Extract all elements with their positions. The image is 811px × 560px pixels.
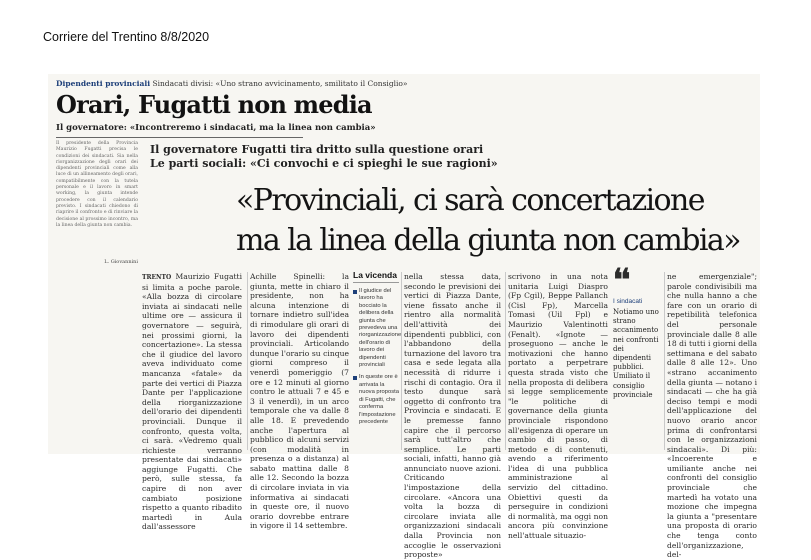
previous-article-column <box>56 141 138 267</box>
sidebar-item <box>353 374 399 426</box>
pull-quote <box>613 263 661 399</box>
square-bullet-icon <box>353 290 357 294</box>
kicker-text: Sindacati divisi: «Uno strano avvicinamento, smilitato il Consiglio» <box>152 79 408 88</box>
sidebar-item-text: In queste ore è arrivata la nuova proposta di Fugatti, che conferma l'impostazione precedente <box>359 374 399 425</box>
column-divider <box>505 272 506 450</box>
dateline: TRENTO <box>142 274 172 281</box>
previous-article-kicker <box>56 79 408 88</box>
sidebar-item <box>353 288 402 369</box>
quote-label: I sindacati <box>613 298 643 305</box>
article-column-4 <box>508 272 608 541</box>
square-bullet-icon <box>353 376 357 380</box>
column-divider <box>247 272 248 450</box>
sidebar-title: La vicenda <box>353 270 399 283</box>
kicker-section: Dipendenti provinciali <box>56 79 151 88</box>
subhead-line-1: Il governatore Fugatti tira dritto sulla questione orari <box>150 143 484 156</box>
divider <box>56 137 303 138</box>
column-text: Maurizio Fugatti si limita a poche parole. «Alla bozza di circolare inviata ai sindacati nelle ultime ore — assicura il governatore — seguirà, nei prossimi giorni, la concertazione». La stessa che il giudice del lavoro aveva individuato come mancanza «fatale» da parte dei vertici di Piazza Dante per l'applicazione della riorganizzazione dell'orario dei dipendenti provinciali. Dunque il confronto, questa volta, ci sarà. «Vedremo quali richieste verranno presentate dai sindacati» aggiunge Fugatti. Che però, sulle stessa, fa capire di non aver cambiato posizione rispetto a quanto ribadito martedì in Aula dall'assessore <box>142 272 242 532</box>
sidebar-item-text: Il giudice del lavoro ha bocciato la delibera della giunta che prevedeva una riorganizzazione dell'orario di lavoro dei dipendenti provinciali <box>359 288 402 369</box>
subhead-line-2: Le parti sociali: «Ci convochi e ci spieghi le sue ragioni» <box>150 157 498 170</box>
headline-line-2: ma la linea della giunta non cambia» <box>236 223 740 258</box>
previous-article-headline: Orari, Fugatti non media <box>56 90 372 119</box>
clipping-caption: Corriere del Trentino 8/8/2020 <box>43 30 210 44</box>
previous-article-subhead: Il governatore: «Incontreremo i sindacati, ma la linea non cambia» <box>56 123 376 133</box>
quote-mark-icon: ❛❛ <box>613 263 629 298</box>
sidebar-la-vicenda <box>353 270 402 452</box>
headline-line-1: «Provinciali, ci sarà concertazione <box>236 183 704 218</box>
article-column-2 <box>250 272 349 531</box>
quote-text: Notiamo uno strano accanimento nei confronti dei dipendenti pubblici. Umiliato il consiglio provinciale <box>613 308 659 399</box>
column-text: ne emergenziale"; parole condivisibili ma che nulla hanno a che fare con un orario di repetibilità telefonica del personale provinciale dalle 8 alle 18 di tutti i giorni della settimana e del sabato dalle 8 alle 12». Uno «strano accanimento della giunta — notano i sindacati — che ha già deciso tempi e modi dell'applicazione del nuovo orario ancor prima di confrontarsi con le organizzazioni sindacali». Di più: «Incoerente e umiliante anche nei confronti del consiglio provinciale che martedì ha votato una mozione che impegna la giunta a "presentare una proposta di orario che tenga conto dell'organizzazione, del- <box>667 272 757 560</box>
article-column-5 <box>667 272 757 560</box>
previous-article-signature: L. Giovannini <box>104 259 138 265</box>
column-divider <box>664 272 665 450</box>
previous-article-body: Il presidente della Provincia Maurizio Fugatti precisa le condizioni dei sindacati. Sia nella riorganizzazione degli orari dei dipendenti provinciali come alla luce di un allineamento degli orari, compatibilmente con la tutela personale e il lavoro in smart working, la giunta intende procedere con il calendario previsto. I sindacati chiedono di riaprire il confronto e di rinviare la decisione al prossimo incontro, ma la linea della giunta non cambia. <box>56 141 138 228</box>
column-divider <box>401 272 402 450</box>
column-text: scrivono in una nota unitaria Luigi Diaspro (Fp Cgil), Beppe Pallanch (Cisl Fp), Marcella Tomasi (Uil Fpl) e Maurizio Valentinotti (Fenalt). «Ignote — proseguono — anche le motivazioni che hanno portato a perpetrare questa strada visto che nella proposta di delibera si legge semplicemente "le politiche di governance della giunta provinciale rispondono all'esigenza di operare un cambio di passo, di metodo e di contenuti, avendo a riferimento l'idea di una pubblica amministrazione al servizio del cittadino. Obiettivi questi da perseguire in condizioni di normalità, ma oggi non ancora più convinzione nell'attuale situazio- <box>508 272 608 541</box>
column-text: nella stessa data, secondo le previsioni dei vertici di Piazza Dante, viene fissato anche il rientro alla normalità dell'attività dei dipendenti pubblici, con l'abbandono della turnazione del lavoro tra casa e sede legata alla necessità di ridurre i rischi di contagio. Ora il testo dunque sarà oggetto di confronto tra Provincia e sindacati. E le premesse fanno capire che il percorso sarà tutt'altro che semplice. Le parti sociali, infatti, hanno già annunciato nuove azioni. Criticando l'impostazione della circolare. «Ancora una volta la bozza di circolare inviata alle organizzazioni sindacali dalla Provincia non accoglie le osservazioni proposte» <box>404 272 501 560</box>
article-column-3 <box>404 272 501 560</box>
article-column-1 <box>142 272 242 532</box>
column-text: Achille Spinelli: la giunta, mette in chiaro il presidente, non ha alcuna intenzione di tornare indietro sull'idea di rimodulare gli orari di lavoro dei dipendenti provinciali. Articolando dunque l'orario su cinque giorni compreso il venerdì pomeriggio (7 ore e 12 minuti al giorno contro le attuali 7 e 45 e 3 il venerdì), in un arco temporale che va dalle 8 alle 18. E prevedendo anche l'apertura al pubblico di alcuni servizi (con modalità in presenza o a distanza) al sabato mattina dalle 8 alle 12. Secondo la bozza di circolare inviata in via informativa ai sindacati in queste ore, il nuovo orario dovrebbe entrare in vigore il 14 settembre. <box>250 272 349 531</box>
